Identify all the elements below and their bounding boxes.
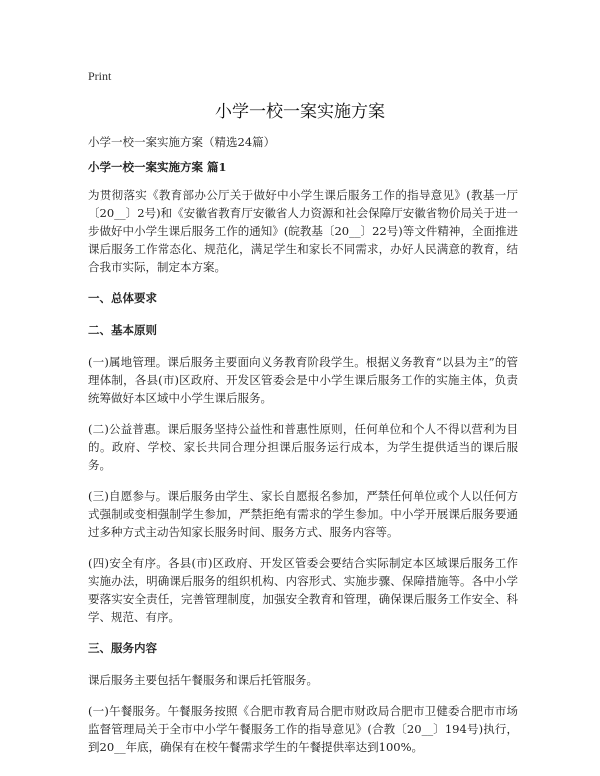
section-heading-principles: 二、基本原则 — [88, 323, 157, 337]
principle-paragraph: (四)安全有序。各县(市)区政府、开发区管委会要结合实际制定本区域课后服务工作实施办法，明确课后服务的组织机构、内容形式、实施步骤、保障措施等。各中小学要落实安全责任，完善管理制度，加强安全教育和管理，确保课后服务工作安全、科学、规范、有序。 — [88, 556, 518, 624]
print-link[interactable]: Print — [88, 69, 112, 83]
content-paragraph: (一)午餐服务。午餐服务按照《合肥市教育局合肥市财政局合肥市卫健委合肥市市场监督管理局关于全市中小学午餐服务工作的指导意见》(合教〔20__〕194号)执行，到20__年底，确保有在校午餐需求学生的午餐提供率达到100%。 — [88, 704, 518, 754]
principle-paragraph: (二)公益普惠。课后服务坚持公益性和普惠性原则，任何单位和个人不得以营利为目的。政府、学校、家长共同合理分担课后服务运行成本，为学生提供适当的课后服务。 — [88, 422, 518, 472]
document-body — [88, 133, 518, 769]
principle-paragraph: (一)属地管理。课后服务主要面向义务教育阶段学生。根据义务教育“以县为主”的管理体制，各县(市)区政府、开发区管委会是中小学生课后服务工作的实施主体，负责统筹做好本区域中小学生课后服务。 — [88, 355, 518, 405]
content-paragraph: 课后服务主要包括午餐服务和课后托管服务。 — [88, 673, 318, 687]
section-heading-general: 一、总体要求 — [88, 291, 157, 305]
page-title: 小学一校一案实施方案 — [215, 102, 385, 122]
section-heading-content: 三、服务内容 — [88, 641, 157, 655]
article-heading: 小学一校一案实施方案 篇1 — [88, 160, 227, 174]
principle-paragraph: (三)自愿参与。课后服务由学生、家长自愿报名参加，严禁任何单位或个人以任何方式强制或变相强制学生参加，严禁拒绝有需求的学生参加。中小学开展课后服务要通过多种方式主动告知家长服务时间、服务方式、服务内容等。 — [88, 489, 518, 539]
document-subtitle: 小学一校一案实施方案（精选24篇） — [88, 135, 276, 149]
intro-paragraph: 为贯彻落实《教育部办公厅关于做好中小学生课后服务工作的指导意见》(教基一厅〔20__〕2号)和《安徽省教育厅安徽省人力资源和社会保障厅安徽省物价局关于进一步做好中小学生课后服务工作的通知》(皖教基〔20__〕22号)等文件精神，全面推进课后服务工作常态化、规范化，满足学生和家长不同需求，办好人民满意的教育，结合我市实际，制定本方案。 — [88, 188, 518, 274]
